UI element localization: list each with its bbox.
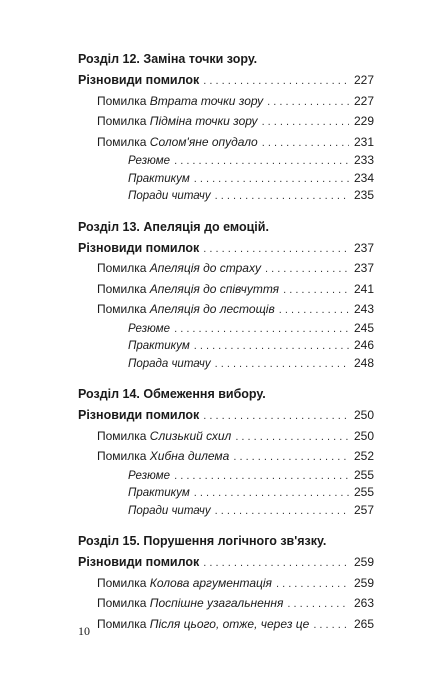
entry-page-number: 227	[353, 93, 374, 108]
toc-entry	[78, 426, 374, 447]
entry-italic-title: Колова аргументація	[149, 575, 272, 590]
entry-prefix: Різновиди помилок	[78, 555, 200, 569]
dot-leader	[174, 153, 349, 171]
dot-leader	[313, 615, 349, 636]
toc-entry	[78, 111, 374, 132]
chapter-section	[78, 48, 374, 205]
toc-subentry	[78, 484, 374, 502]
dot-leader	[283, 280, 349, 301]
page-number-folio: 10	[78, 624, 90, 638]
entry-label	[128, 503, 211, 521]
entry-italic-title: Порада читачу	[128, 357, 211, 370]
dot-leader	[215, 503, 349, 521]
entry-label	[128, 356, 211, 374]
toc-group-entry	[78, 238, 374, 259]
entry-page-number: 241	[353, 281, 374, 296]
entry-italic-title: Апеляція до співчуття	[149, 281, 280, 296]
chapter-title: Розділ 15. Порушення логічного зв'язку.	[78, 534, 327, 548]
entry-italic-title: Практикум	[128, 487, 190, 499]
entry-label	[78, 238, 199, 259]
entry-italic-title: Практикум	[128, 340, 190, 352]
entry-page-number: 250	[353, 428, 374, 443]
entry-italic-title: Солом'яне опудало	[149, 134, 258, 149]
entry-label	[97, 593, 283, 614]
entry-prefix: Помилка	[97, 114, 150, 128]
chapter-section	[78, 530, 374, 634]
chapter-title: Розділ 14. Обмеження вибору.	[78, 387, 266, 401]
chapter-section	[78, 216, 374, 373]
entry-page-number: 246	[353, 338, 374, 352]
entry-page-number: 263	[353, 596, 374, 610]
dot-leader	[203, 71, 349, 92]
entry-label	[97, 614, 309, 635]
entry-prefix: Помилка	[97, 261, 150, 275]
toc-entry	[78, 91, 374, 112]
entry-label	[97, 426, 231, 447]
entry-page-number: 255	[353, 485, 374, 499]
entry-label	[78, 552, 199, 573]
toc-subentry	[78, 170, 374, 188]
dot-leader	[276, 574, 349, 595]
entry-page-number: 250	[353, 408, 374, 422]
entry-page-number: 243	[353, 302, 374, 316]
entry-italic-title: Поспішне узагальнення	[149, 596, 284, 610]
entry-page-number: 245	[353, 320, 374, 335]
entry-label	[128, 171, 190, 189]
entry-label	[128, 468, 170, 486]
entry-page-number: 252	[353, 449, 374, 463]
toc-subentry	[78, 355, 374, 373]
entry-prefix: Помилка	[97, 302, 150, 316]
dot-leader	[215, 188, 349, 206]
chapter-section	[78, 383, 374, 519]
toc-entry	[78, 573, 374, 594]
entry-italic-title: Резюме	[128, 155, 171, 167]
toc-subentry	[78, 152, 374, 170]
entry-label	[97, 258, 261, 279]
dot-leader	[235, 427, 349, 448]
entry-prefix: Помилка	[97, 93, 150, 108]
entry-label	[128, 153, 170, 171]
entry-page-number: 265	[353, 616, 374, 631]
dot-leader	[265, 259, 349, 280]
entry-page-number: 259	[353, 575, 374, 590]
entry-label	[97, 91, 263, 112]
entry-italic-title: Хибна дилема	[149, 449, 230, 463]
entry-label	[97, 132, 258, 153]
dot-leader	[233, 447, 349, 468]
chapter-title: Розділ 12. Заміна точки зору.	[78, 52, 258, 66]
toc-subentry	[78, 337, 374, 355]
entry-label	[97, 299, 275, 320]
entry-italic-title: Втрата точки зору	[149, 93, 264, 108]
toc-subentry	[78, 187, 374, 205]
toc-subentry	[78, 320, 374, 338]
dot-leader	[279, 300, 349, 321]
entry-prefix: Помилка	[97, 281, 150, 296]
entry-italic-title: Поради читачу	[128, 190, 211, 202]
entry-prefix: Різновиди помилок	[78, 240, 200, 255]
dot-leader	[174, 321, 349, 339]
toc-group-entry	[78, 552, 374, 573]
entry-prefix: Помилка	[97, 575, 150, 590]
entry-page-number: 233	[353, 153, 374, 167]
dot-leader	[203, 553, 349, 574]
entry-italic-title: Резюме	[128, 469, 171, 482]
entry-prefix: Помилка	[97, 134, 150, 149]
toc-entry	[78, 132, 374, 153]
toc-group-entry	[78, 405, 374, 426]
entry-page-number: 235	[353, 188, 374, 202]
toc-entry	[78, 614, 374, 635]
dot-leader	[194, 338, 349, 356]
dot-leader	[203, 406, 349, 427]
entry-label	[97, 446, 229, 467]
dot-leader	[194, 485, 349, 503]
table-of-contents	[78, 48, 374, 645]
entry-prefix: Різновиди помилок	[78, 408, 200, 422]
entry-label	[97, 573, 272, 594]
entry-page-number: 231	[353, 134, 374, 149]
entry-italic-title: Резюме	[128, 322, 171, 335]
entry-page-number: 255	[353, 467, 374, 482]
toc-entry	[78, 279, 374, 300]
dot-leader	[262, 133, 349, 154]
entry-label	[128, 188, 211, 206]
entry-italic-title: Слизький схил	[149, 428, 232, 443]
dot-leader	[215, 356, 349, 374]
entry-page-number: 257	[353, 502, 374, 517]
entry-prefix: Різновиди помилок	[78, 73, 200, 87]
entry-prefix: Помилка	[97, 449, 150, 463]
entry-label	[97, 279, 279, 300]
toc-entry	[78, 258, 374, 279]
entry-page-number: 227	[353, 73, 374, 87]
dot-leader	[174, 468, 349, 486]
entry-italic-title: Підміна точки зору	[149, 114, 258, 128]
toc-entry	[78, 446, 374, 467]
entry-label	[97, 111, 258, 132]
entry-label	[128, 321, 170, 339]
dot-leader	[194, 171, 349, 189]
entry-page-number: 234	[353, 170, 374, 185]
entry-page-number: 237	[353, 261, 374, 275]
toc-subentry	[78, 502, 374, 520]
entry-label	[78, 70, 199, 91]
toc-entry	[78, 299, 374, 320]
toc-subentry	[78, 467, 374, 485]
toc-entry	[78, 593, 374, 614]
entry-prefix: Помилка	[97, 616, 150, 631]
dot-leader	[287, 594, 349, 615]
dot-leader	[267, 92, 349, 113]
entry-prefix: Помилка	[97, 428, 150, 443]
dot-leader	[262, 112, 349, 133]
entry-italic-title: Практикум	[128, 172, 190, 185]
entry-label	[78, 405, 199, 426]
entry-italic-title: Апеляція до лестощів	[149, 302, 275, 316]
entry-italic-title: Поради читачу	[128, 504, 211, 517]
entry-label	[128, 338, 190, 356]
entry-page-number: 248	[353, 355, 374, 370]
entry-prefix: Помилка	[97, 596, 150, 610]
dot-leader	[203, 239, 349, 260]
entry-italic-title: Після цього, отже, через це	[149, 616, 310, 631]
entry-label	[128, 485, 190, 503]
entry-page-number: 259	[353, 555, 374, 569]
entry-page-number: 237	[353, 240, 374, 255]
chapter-title: Розділ 13. Апеляція до емоцій.	[78, 219, 269, 234]
toc-group-entry	[78, 70, 374, 91]
entry-italic-title: Апеляція до страху	[149, 261, 261, 275]
entry-page-number: 229	[353, 114, 374, 128]
